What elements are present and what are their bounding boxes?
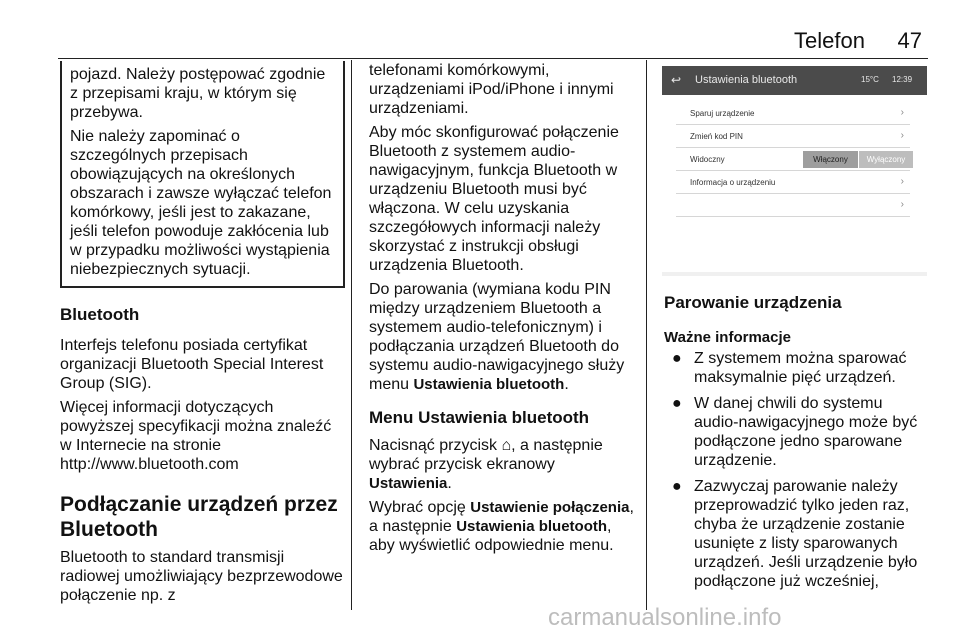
home-icon: ⌂ xyxy=(501,437,512,454)
watermark: carmanualsonline.info xyxy=(548,604,782,631)
list-item-text: Z systemem można sparować maksymalnie pięć urządzeń. xyxy=(694,350,907,386)
clock-readout: 12:39 xyxy=(892,75,913,84)
warning-paragraph: pojazd. Należy postępować zgodnie z przepisami kraju, w którym się przebywa. xyxy=(70,66,326,121)
menu-row-label: Widoczny xyxy=(690,155,725,164)
paragraph: Aby móc skonfigurować połączenie Bluetooth z systemem audio-nawigacyjnym, funkcja Bluetooth w urządzeniu Bluetooth musi być włączona. W celu uzyskania szczegółowych informacji należy skorzystać z instrukcji obsługi urządzenia Bluetooth. xyxy=(369,124,619,274)
screen-status-bar xyxy=(662,66,927,95)
back-icon: ↩ xyxy=(671,73,682,87)
menu-row-pair-device xyxy=(676,103,910,125)
menu-row-device-info xyxy=(676,172,910,194)
visible-off-option: Wyłączony xyxy=(859,151,913,168)
ui-term: Ustawienia xyxy=(369,475,448,492)
paragraph xyxy=(369,498,637,555)
page-number: 47 xyxy=(897,28,922,53)
bullet-icon: ● xyxy=(672,478,682,495)
menu-row-label: Zmień kod PIN xyxy=(690,132,743,141)
column-3 xyxy=(664,293,929,598)
info-list xyxy=(664,349,929,591)
menu-row-visible xyxy=(676,149,910,171)
column-1 xyxy=(60,61,345,610)
paragraph xyxy=(369,280,637,394)
list-item xyxy=(664,394,929,470)
text: . xyxy=(447,475,452,492)
chevron-right-icon: › xyxy=(900,199,904,210)
chevron-right-icon: › xyxy=(900,107,904,118)
paragraph xyxy=(369,436,637,493)
bluetooth-settings-screenshot xyxy=(662,66,927,276)
list-item-text: Zazwyczaj parowanie należy przeprowadzić tylko jeden raz, chyba że urządzenie zostanie usunięte z listy sparowanych urządzeń. Jeśli urządzenie było podłączone już wcześniej, xyxy=(694,478,918,590)
text: Nacisnąć przycisk xyxy=(369,437,502,454)
menu-heading: Menu Ustawienia bluetooth xyxy=(369,408,590,427)
header-rule xyxy=(58,58,928,59)
column-2 xyxy=(369,61,637,560)
screen-title: Ustawienia bluetooth xyxy=(695,74,798,86)
text: , a następnie wybrać przycisk ekranowy xyxy=(369,437,603,473)
column-divider-2 xyxy=(646,60,647,610)
section-heading: Podłączanie urządzeń przez Bluetooth xyxy=(60,493,338,541)
bullet-icon: ● xyxy=(672,395,682,412)
ui-term: Ustawienia bluetooth xyxy=(456,518,608,535)
text: . xyxy=(564,376,569,393)
temperature-readout: 15°C xyxy=(861,75,879,84)
menu-row-label: Informacja o urządzeniu xyxy=(690,178,776,187)
text: , aby wyświetlić odpowiednie menu. xyxy=(369,518,614,554)
bluetooth-paragraph: Interfejs telefonu posiada certyfikat organizacji Bluetooth Special Interest Group (SIG). xyxy=(60,337,324,392)
list-item-text: W danej chwili do systemu audio-nawigacyjnego może być podłączone jedno sparowane urządzenie. xyxy=(694,395,918,469)
bullet-icon: ● xyxy=(672,350,682,367)
screen-menu xyxy=(662,95,927,272)
paragraph: telefonami komórkowymi, urządzeniami iPod/iPhone i innymi urządzeniami. xyxy=(369,62,614,117)
list-item xyxy=(664,349,929,387)
menu-row-label: Sparuj urządzenie xyxy=(690,109,755,118)
text: Do parowania (wymiana kodu PIN między urządzeniem Bluetooth a systemem audio-telefonicznym) i podłączania urządzeń Bluetooth do systemu audio-nawigacyjnego służy menu xyxy=(369,281,625,393)
important-info-heading: Ważne informacje xyxy=(664,329,791,346)
ui-term: Ustawienie połączenia xyxy=(470,499,630,516)
visible-on-option: Włączony xyxy=(803,151,858,168)
chevron-right-icon: › xyxy=(900,130,904,141)
text: , a następnie xyxy=(369,499,634,535)
column-divider-1 xyxy=(351,60,352,610)
bluetooth-heading: Bluetooth xyxy=(60,305,140,324)
ui-term: Ustawienia bluetooth xyxy=(413,376,565,393)
bluetooth-paragraph: Więcej informacji dotyczących powyższej specyfikacji można znaleźć w Internecie na stronie http://www.bluetooth.com xyxy=(60,399,332,473)
section-paragraph: Bluetooth to standard transmisji radiowej umożliwiający bezprzewodowe połączenie np. z xyxy=(60,549,343,604)
pairing-heading: Parowanie urządzenia xyxy=(664,293,842,312)
menu-row-empty xyxy=(676,195,910,217)
list-item xyxy=(664,477,929,591)
warning-paragraph: Nie należy zapominać o szczególnych przepisach obowiązujących na określonych obszarach i zawsze wyłączać telefon komórkowy, jeśli jest to zakazane, jeśli telefon powoduje zakłócenia lub w przypadku możliwości wystąpienia niebezpiecznych sytuacji. xyxy=(70,128,332,278)
text: Wybrać opcję xyxy=(369,499,471,516)
page-header-title: Telefon xyxy=(794,28,865,53)
menu-row-change-pin xyxy=(676,126,910,148)
warning-box xyxy=(60,61,345,288)
chevron-right-icon: › xyxy=(900,176,904,187)
